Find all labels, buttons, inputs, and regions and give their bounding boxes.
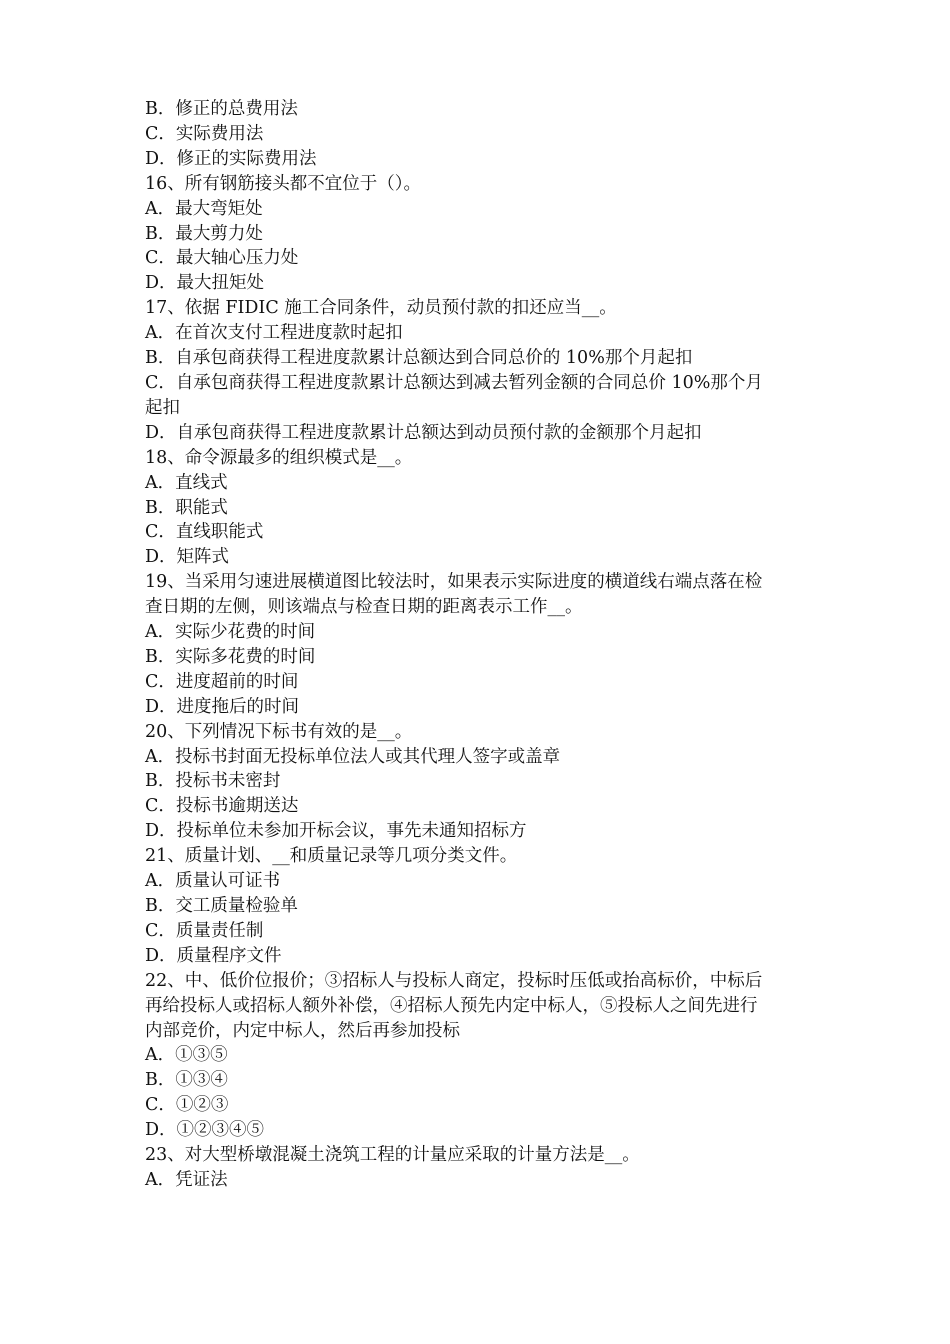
option-18-c: C．直线职能式	[145, 522, 264, 543]
option-17-d: D．自承包商获得工程进度款累计总额达到动员预付款的金额那个月起扣	[145, 422, 702, 443]
option-20-a: A．投标书封面无投标单位法人或其代理人签字或盖章	[145, 746, 561, 767]
option-17-c: C．自承包商获得工程进度款累计总额达到减去暂列金额的合同总价 10%那个月	[145, 372, 763, 393]
option-19-a: A．实际少花费的时间	[145, 622, 316, 643]
option-16-d: D．最大扭矩处	[145, 273, 265, 294]
question-18: 18、命令源最多的组织模式是__。	[145, 447, 413, 468]
document-page	[145, 97, 815, 1193]
question-22: 22、中、低价位报价；③招标人与投标人商定，投标时压低或抬高标价，中标后	[145, 970, 763, 991]
question-23: 23、对大型桥墩混凝土浇筑工程的计量应采取的计量方法是__。	[145, 1145, 640, 1166]
option-21-c: C．质量责任制	[145, 920, 264, 941]
option-22-c: C．①②③	[145, 1095, 229, 1116]
question-20: 20、下列情况下标书有效的是__。	[145, 721, 413, 742]
option-18-d: D．矩阵式	[145, 547, 230, 568]
option-17-b: B．自承包商获得工程进度款累计总额达到合同总价的 10%那个月起扣	[145, 348, 693, 369]
option-15-c: C．实际费用法	[145, 123, 264, 144]
option-16-b: B．最大剪力处	[145, 223, 263, 244]
option-17-c-continued: 起扣	[145, 397, 180, 418]
question-21: 21、质量计划、__和质量记录等几项分类文件。	[145, 846, 518, 867]
option-19-b: B．实际多花费的时间	[145, 646, 316, 667]
question-19: 19、当采用匀速进展横道图比较法时，如果表示实际进度的横道线右端点落在检	[145, 572, 763, 593]
question-17: 17、依据 FIDIC 施工合同条件，动员预付款的扣还应当__。	[145, 298, 617, 319]
option-21-a: A．质量认可证书	[145, 871, 281, 892]
question-22-continued-2: 内部竞价，内定中标人，然后再参加投标	[145, 1020, 460, 1041]
question-16: 16、所有钢筋接头都不宜位于（）。	[145, 173, 422, 194]
option-21-b: B．交工质量检验单	[145, 896, 298, 916]
option-17-a: A．在首次支付工程进度款时起扣	[145, 323, 403, 344]
option-19-c: C．进度超前的时间	[145, 671, 299, 692]
option-16-a: A．最大弯矩处	[145, 198, 263, 219]
option-19-d: D．进度拖后的时间	[145, 696, 300, 717]
option-15-b: B．修正的总费用法	[145, 99, 298, 119]
question-19-continued: 查日期的左侧，则该端点与检查日期的距离表示工作__。	[145, 597, 583, 618]
option-20-d: D．投标单位未参加开标会议，事先未通知招标方	[145, 821, 527, 842]
option-22-a: A．①③⑤	[145, 1045, 228, 1066]
option-22-b: B．①③④	[145, 1070, 228, 1091]
option-16-c: C．最大轴心压力处	[145, 248, 299, 269]
option-23-a: A．凭证法	[145, 1169, 228, 1190]
option-20-b: B．投标书未密封	[145, 771, 281, 792]
option-15-d: D．修正的实际费用法	[145, 148, 317, 169]
option-18-b: B．职能式	[145, 497, 228, 518]
option-21-d: D．质量程序文件	[145, 945, 282, 966]
question-22-continued-1: 再给投标人或招标人额外补偿，④招标人预先内定中标人，⑤投标人之间先进行	[145, 995, 758, 1016]
option-18-a: A．直线式	[145, 472, 228, 493]
option-20-c: C．投标书逾期送达	[145, 796, 299, 817]
option-22-d: D．①②③④⑤	[145, 1120, 265, 1141]
